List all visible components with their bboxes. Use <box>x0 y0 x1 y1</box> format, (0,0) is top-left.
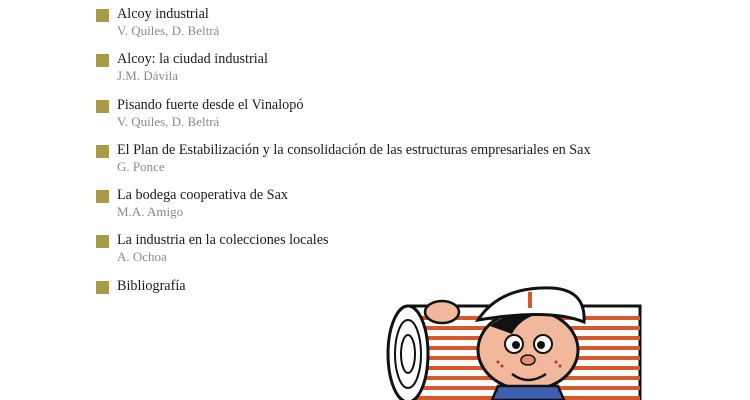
toc-entry[interactable] <box>96 6 716 51</box>
toc-entry-author: V. Quiles, D. Beltrá <box>117 23 220 38</box>
toc-entry-title[interactable]: Pisando fuerte desde el Vinalopó <box>117 96 304 113</box>
toc-entry-title[interactable]: El Plan de Estabilización y la consolidación de las estructuras empresariales en Sax <box>117 141 591 158</box>
toc-entry-author: G. Ponce <box>117 158 165 174</box>
mascot-illustration <box>380 282 680 400</box>
shirt <box>492 386 564 400</box>
toc-entry[interactable] <box>96 97 716 142</box>
toc-entry[interactable] <box>96 232 716 277</box>
toc-entry-title[interactable]: La industria en la colecciones locales <box>117 232 329 249</box>
toc-entry[interactable] <box>96 142 716 187</box>
toc-entry-title[interactable]: Alcoy industrial <box>117 6 209 22</box>
square-bullet-icon <box>96 281 109 294</box>
boy-face <box>478 310 578 390</box>
toc-entry-author: M.A. Amigo <box>117 204 184 220</box>
toc-entry-author: A. Ochoa <box>117 249 167 265</box>
square-bullet-icon <box>96 235 109 248</box>
toc-entry[interactable] <box>96 51 716 96</box>
toc-entry-title[interactable]: La bodega cooperativa de Sax <box>117 187 288 204</box>
table-of-contents <box>96 6 716 323</box>
hand <box>425 301 459 323</box>
toc-entry-author: V. Quiles, D. Beltrá <box>117 113 220 129</box>
square-bullet-icon <box>96 9 109 22</box>
square-bullet-icon <box>96 100 109 113</box>
square-bullet-icon <box>96 190 109 203</box>
square-bullet-icon <box>96 54 109 67</box>
toc-entry-title[interactable]: Alcoy: la ciudad industrial <box>117 51 268 68</box>
toc-entry-author: J.M. Dávila <box>117 68 179 84</box>
toc-entry-title[interactable]: Bibliografía <box>117 277 186 294</box>
toc-entry[interactable] <box>96 187 716 232</box>
square-bullet-icon <box>96 145 109 158</box>
